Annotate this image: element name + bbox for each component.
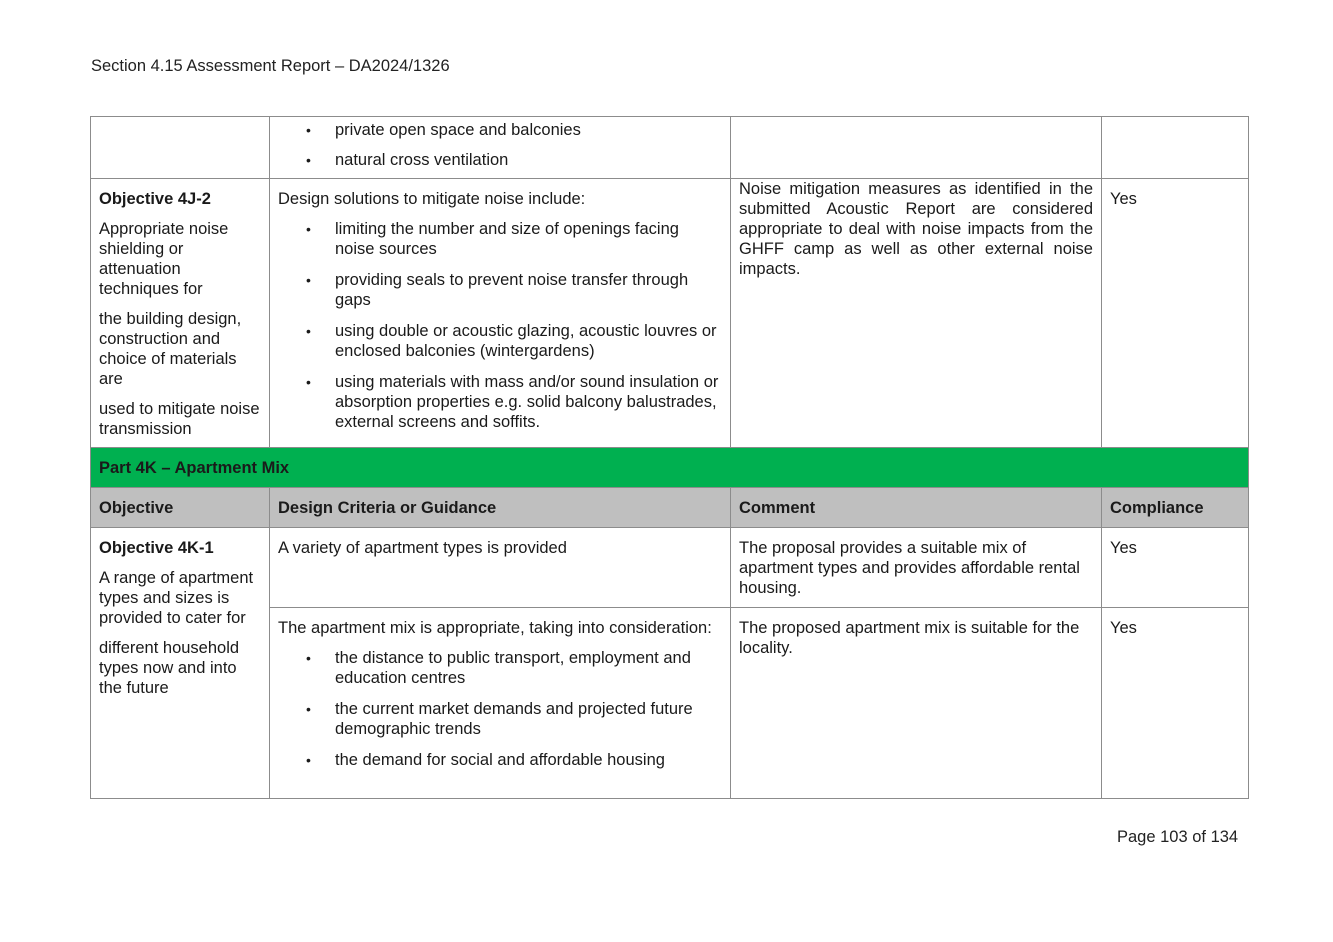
list-item: • natural cross ventilation	[278, 150, 722, 170]
comment-text: The proposal provides a suitable mix of apartment types and provides affordable rental housing.	[739, 539, 1080, 597]
table-row-4k1-a	[91, 528, 1249, 608]
column-header-objective: Objective	[91, 488, 270, 528]
section-header-4k	[91, 448, 1249, 488]
objective-title: Objective 4K-1	[99, 539, 214, 557]
objective-title: Objective 4J-2	[99, 190, 211, 208]
comment-text: The proposed apartment mix is suitable for the locality.	[739, 619, 1080, 657]
compliance-value: Yes	[1110, 619, 1137, 637]
objective-desc: the building design, construction and choice of materials are	[99, 310, 242, 388]
list-item: • the distance to public transport, employment and education centres	[278, 648, 722, 688]
objective-desc: A range of apartment types and sizes is provided to cater for	[99, 569, 254, 627]
compliance-value: Yes	[1110, 539, 1137, 557]
table-row-4j2	[91, 179, 1249, 448]
column-header-compliance: Compliance	[1102, 488, 1249, 528]
list-item: • the demand for social and affordable housing	[278, 750, 722, 770]
criteria-bullets	[278, 219, 722, 432]
objective-desc: Appropriate noise shielding or attenuation techniques for	[99, 220, 229, 298]
criteria-intro: Design solutions to mitigate noise include:	[278, 190, 586, 208]
criteria-intro: The apartment mix is appropriate, taking into consideration:	[278, 619, 712, 637]
continued-bullets	[278, 120, 722, 170]
list-item: • private open space and balconies	[278, 120, 722, 140]
column-header-row	[91, 488, 1249, 528]
list-item: • using materials with mass and/or sound insulation or absorption properties e.g. solid balcony balustrades, external screens and soffits.	[278, 372, 722, 432]
criteria-text: A variety of apartment types is provided	[278, 539, 567, 557]
assessment-table	[90, 116, 1249, 799]
criteria-bullets	[278, 648, 722, 770]
list-item: • the current market demands and projected future demographic trends	[278, 699, 722, 739]
compliance-value: Yes	[1110, 190, 1137, 208]
column-header-criteria: Design Criteria or Guidance	[270, 488, 731, 528]
list-item: • providing seals to prevent noise transfer through gaps	[278, 270, 722, 310]
page-header: Section 4.15 Assessment Report – DA2024/1326	[91, 57, 450, 75]
objective-desc: used to mitigate noise transmission	[99, 400, 260, 438]
comment-text: Noise mitigation measures as identified in the submitted Acoustic Report are considered appropriate to deal with noise impacts from the GHFF camp as well as other external noise impacts.	[739, 180, 1093, 278]
table-row-continued	[91, 117, 1249, 179]
column-header-comment: Comment	[731, 488, 1102, 528]
list-item: • using double or acoustic glazing, acoustic louvres or enclosed balconies (wintergardens)	[278, 321, 722, 361]
objective-desc: different household types now and into the future	[99, 639, 240, 697]
list-item: • limiting the number and size of openings facing noise sources	[278, 219, 722, 259]
section-title: Part 4K – Apartment Mix	[99, 458, 290, 477]
page-number: Page 103 of 134	[1117, 828, 1239, 846]
